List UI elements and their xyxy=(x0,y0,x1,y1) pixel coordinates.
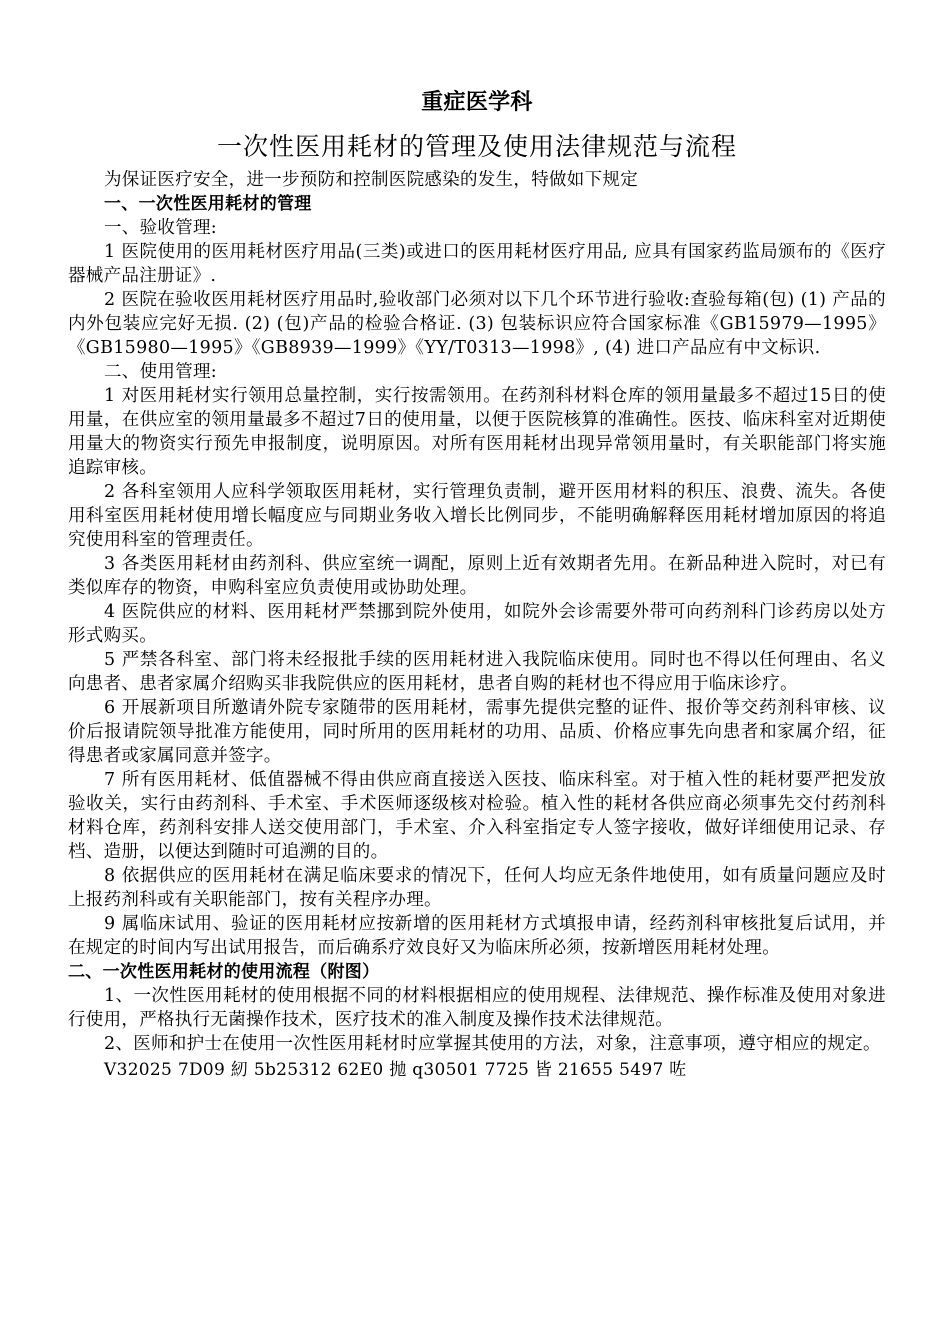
footer-code-line: V32025 7D09 紉 5b25312 62E0 抛 q30501 7725 皆 21655 5497 咗 xyxy=(104,1060,687,1080)
usage-item-7: 7 所有医用耗材、低值器械不得由供应商直接送入医技、临床科室。对于植入性的耗材要严把发放验收关，实行由药剂科、手术室、手术医师逐级核对检验。植入性的耗材各供应商必须事先交付药剂科材料仓库，药剂科安排人送交使用部门，手术室、介入科室指定专人签字接收，做好详细使用记录、存档、造册，以便达到随时可追溯的目的。 xyxy=(68,770,886,862)
usage-item-2: 2 各科室领用人应科学领取医用耗材，实行管理负责制，避开医用材料的积压、浪费、流失。各使用科室医用耗材使用增长幅度应与同期业务收入增长比例同步，不能明确解释医用耗材增加原因的将追究使用科室的管理责任。 xyxy=(68,482,886,550)
intro-paragraph: 为保证医疗安全，进一步预防和控制医院感染的发生，特做如下规定 xyxy=(104,170,638,190)
process-item-2: 2、医师和护士在使用一次性医用耗材时应掌握其使用的方法，对象，注意事项，遵守相应的规定。 xyxy=(104,1034,881,1054)
usage-item-5: 5 严禁各科室、部门将未经报批手续的医用耗材进入我院临床使用。同时也不得以任何理由、名义向患者、患者家属介绍购买非我院供应的医用耗材，患者自购的耗材也不得应用于临床诊疗。 xyxy=(68,650,886,694)
acceptance-item-1: 1 医院使用的医用耗材医疗用品(三类)或进口的医用耗材医疗用品, 应具有国家药监局颁布的《医疗器械产品注册证》. xyxy=(68,242,886,286)
process-item-1: 1、一次性医用耗材的使用根据不同的材料根据相应的使用规程、法律规范、操作标准及使用对象进行使用，严格执行无菌操作技术，医疗技术的准入制度及操作技术法律规范。 xyxy=(68,986,886,1030)
usage-item-8: 8 依据供应的医用耗材在满足临床要求的情况下，任何人均应无条件地使用，如有质量问题应及时上报药剂科或有关职能部门，按有关程序办理。 xyxy=(68,866,886,910)
document-page xyxy=(68,88,886,1082)
acceptance-item-2: 2 医院在验收医用耗材医疗用品时,验收部门必须对以下几个环节进行验收:查验每箱(包) (1) 产品的内外包装应完好无损. (2) (包)产品的检验合格证. (3) 包装标识应符合国家标准《GB15979—1995》《GB15980—1995》《GB8939—1999》《YY/T0313—1998》, (4) 进口产品应有中文标识. xyxy=(68,290,886,358)
section-2-heading: 二、一次性医用耗材的使用流程（附图） xyxy=(68,962,380,982)
subsection-usage-heading: 二、使用管理: xyxy=(104,362,217,382)
document-title: 一次性医用耗材的管理及使用法律规范与流程 xyxy=(216,132,737,161)
section-1-heading: 一、一次性医用耗材的管理 xyxy=(104,194,312,214)
usage-item-1: 1 对医用耗材实行领用总量控制，实行按需领用。在药剂科材料仓库的领用量最多不超过15日的使用量，在供应室的领用量最多不超过7日的使用量，以便于医院核算的准确性。医技、临床科室对近期使用量大的物资实行预先申报制度，说明原因。对所有医用耗材出现异常领用量时，有关职能部门将实施追踪审核。 xyxy=(68,386,886,478)
usage-item-6: 6 开展新项目所邀请外院专家随带的医用耗材，需事先提供完整的证件、报价等交药剂科审核、议价后报请院领导批准方能使用，同时所用的医用耗材的功用、品质、价格应事先向患者和家属介绍，征得患者或家属同意并签字。 xyxy=(68,698,886,766)
usage-item-3: 3 各类医用耗材由药剂科、供应室统一调配，原则上近有效期者先用。在新品种进入院时，对已有类似库存的物资，申购科室应负责使用或协助处理。 xyxy=(68,554,886,598)
usage-item-9: 9 属临床试用、验证的医用耗材应按新增的医用耗材方式填报申请，经药剂科审核批复后试用，并在规定的时间内写出试用报告，而后确系疗效良好又为临床所必须，按新增医用耗材处理。 xyxy=(68,914,886,958)
usage-item-4: 4 医院供应的材料、医用耗材严禁挪到院外使用，如院外会诊需要外带可向药剂科门诊药房以处方形式购买。 xyxy=(68,602,886,646)
subsection-acceptance-heading: 一、验收管理: xyxy=(104,218,217,238)
department-title: 重症医学科 xyxy=(421,90,533,115)
